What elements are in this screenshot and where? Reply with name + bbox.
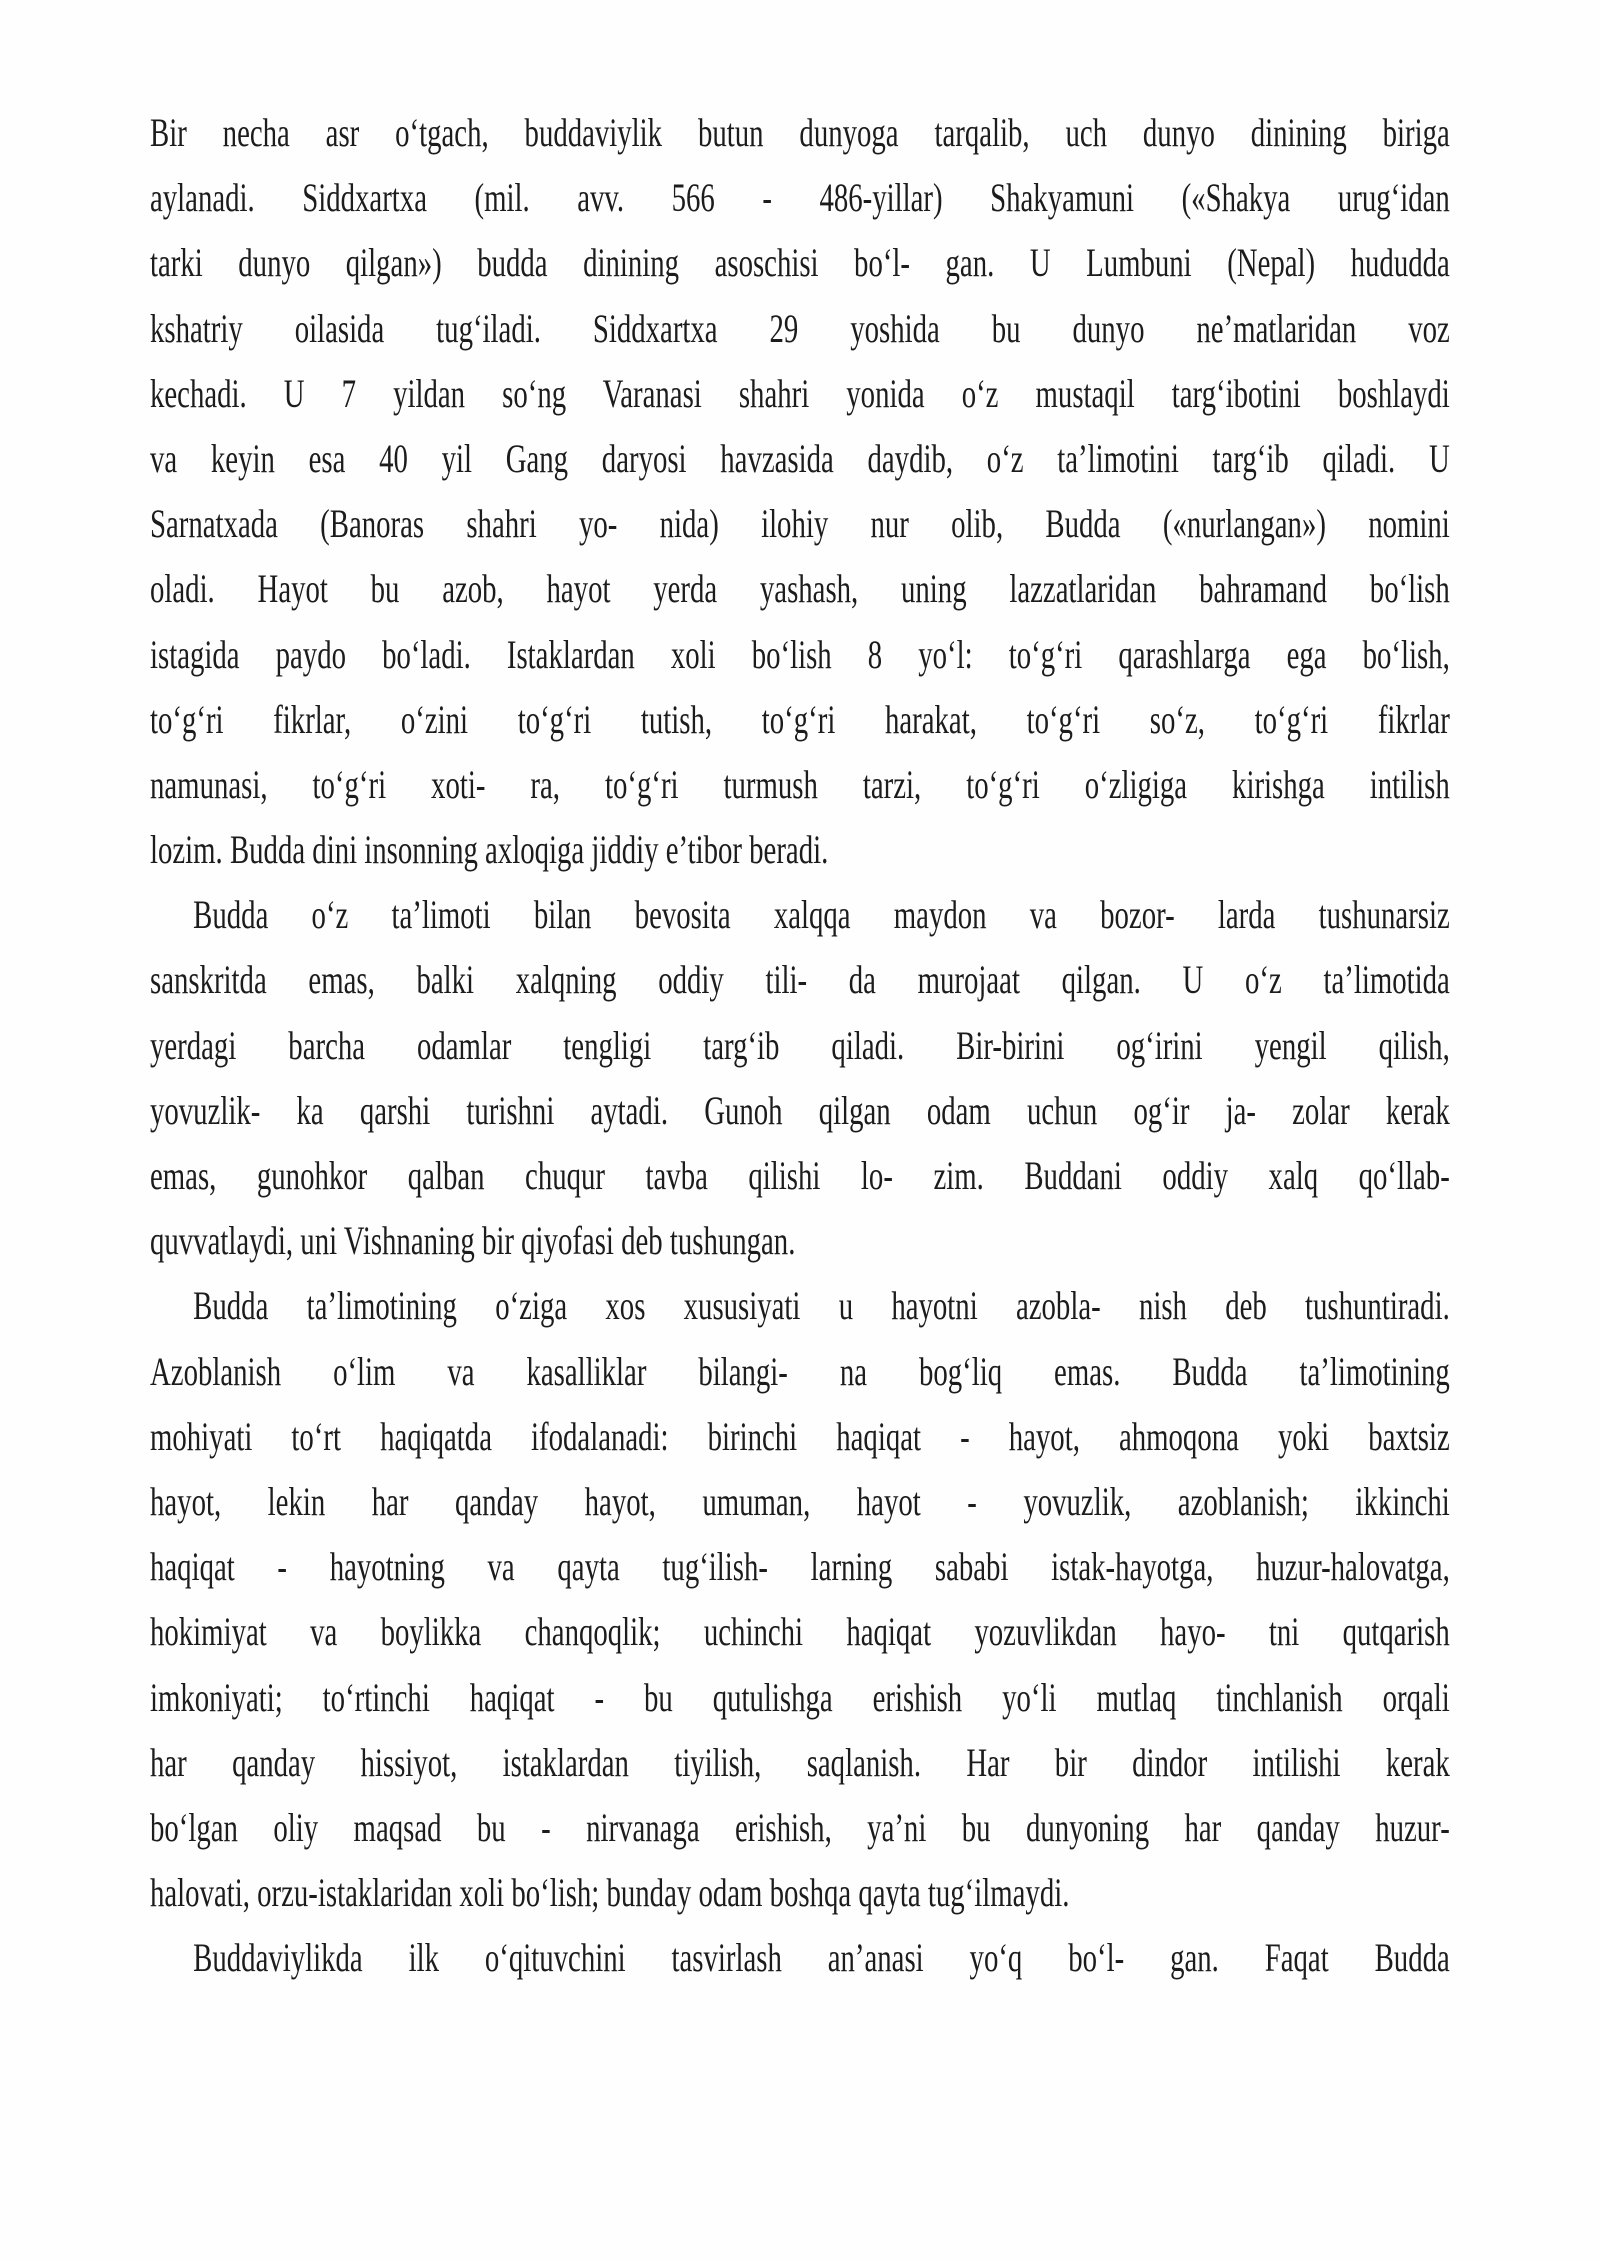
text-line: haqiqat - hayotning va qayta tug‘ilish- larning sababi istak-hayotga, huzur-halovatga,	[150, 1544, 1450, 1590]
text-line: Budda o‘z ta’limoti bilan bevosita xalqqa maydon va bozor- larda tushunarsiz	[193, 892, 1450, 938]
text-line: oladi. Hayot bu azob, hayot yerda yashash, uning lazzatlaridan bahramand bo‘lish	[150, 566, 1450, 612]
text-line: hayot, lekin har qanday hayot, umuman, hayot - yovuzlik, azoblanish; ikkinchi	[150, 1478, 1450, 1524]
text-line: lozim. Budda dini insonning axloqiga jiddiy e’tibor beradi.	[150, 827, 829, 873]
text-line: Azoblanish o‘lim va kasalliklar bilangi- na bog‘liq emas. Budda ta’limotining	[150, 1348, 1450, 1394]
text-line: Sarnatxada (Banoras shahri yo- nida) ilohiy nur olib, Budda («nurlangan») nomini	[150, 501, 1450, 547]
text-line: hokimiyat va boylikka chanqoqlik; uchinchi haqiqat yozuvlikdan hayo- tni qutqarish	[150, 1609, 1450, 1655]
page-text	[150, 100, 1450, 1990]
text-line: to‘g‘ri fikrlar, o‘zini to‘g‘ri tutish, to‘g‘ri harakat, to‘g‘ri so‘z, to‘g‘ri fikrlar	[150, 696, 1450, 742]
text-line: yovuzlik- ka qarshi turishni aytadi. Gunoh qilgan odam uchun og‘ir ja- zolar kerak	[150, 1087, 1450, 1133]
text-line: namunasi, to‘g‘ri xoti- ra, to‘g‘ri turmush tarzi, to‘g‘ri o‘zligiga kirishga intilish	[150, 761, 1450, 807]
text-line: har qanday hissiyot, istaklardan tiyilish, saqlanish. Har bir dindor intilishi kerak	[150, 1739, 1450, 1785]
text-line: emas, gunohkor qalban chuqur tavba qilishi lo- zim. Buddani oddiy xalq qo‘llab-	[150, 1153, 1450, 1198]
text-line: Bir necha asr o‘tgach, buddaviylik butun dunyoga tarqalib, uch dunyo dinining biriga	[150, 110, 1450, 155]
text-line: imkoniyati; to‘rtinchi haqiqat - bu qutulishga erishish yo‘li mutlaq tinchlanish orqali	[150, 1674, 1450, 1720]
text-line: aylanadi. Siddxartxa (mil. avv. 566 - 486-yillar) Shakyamuni («Shakya urug‘idan	[150, 175, 1450, 221]
text-line: quvvatlaydi, uni Vishnaning bir qiyofasi deb tushungan.	[150, 1218, 796, 1264]
text-line: istagida paydo bo‘ladi. Istaklardan xoli bo‘lish 8 yo‘l: to‘g‘ri qarashlarga ega bo‘lish,	[150, 631, 1450, 677]
text-line: kechadi. U 7 yildan so‘ng Varanasi shahri yonida o‘z mustaqil targ‘ibotini boshlaydi	[150, 370, 1450, 416]
text-line: va keyin esa 40 yil Gang daryosi havzasida daydib, o‘z ta’limotini targ‘ib qiladi. U	[150, 435, 1450, 481]
text-line: bo‘lgan oliy maqsad bu - nirvanaga erishish, ya’ni bu dunyoning har qanday huzur-	[150, 1804, 1450, 1850]
text-line: tarki dunyo qilgan») budda dinining asoschisi bo‘l- gan. U Lumbuni (Nepal) hududda	[150, 240, 1450, 286]
text-line: yerdagi barcha odamlar tengligi targ‘ib qiladi. Bir-birini og‘irini yengil qilish,	[150, 1022, 1450, 1068]
text-line: Buddaviylikda ilk o‘qituvchini tasvirlash an’anasi yo‘q bo‘l- gan. Faqat Budda	[193, 1935, 1450, 1981]
text-line: halovati, orzu-istaklaridan xoli bo‘lish; bunday odam boshqa qayta tug‘ilmaydi.	[150, 1870, 1070, 1916]
text-line: mohiyati to‘rt haqiqatda ifodalanadi: birinchi haqiqat - hayot, ahmoqona yoki baxtsiz	[150, 1413, 1450, 1459]
text-line: kshatriy oilasida tug‘iladi. Siddxartxa 29 yoshida bu dunyo ne’matlaridan voz	[150, 305, 1450, 351]
text-line: sanskritda emas, balki xalqning oddiy tili- da murojaat qilgan. U o‘z ta’limotida	[150, 957, 1450, 1003]
text-line: Budda ta’limotining o‘ziga xos xususiyati u hayotni azobla- nish deb tushuntiradi.	[193, 1283, 1450, 1329]
